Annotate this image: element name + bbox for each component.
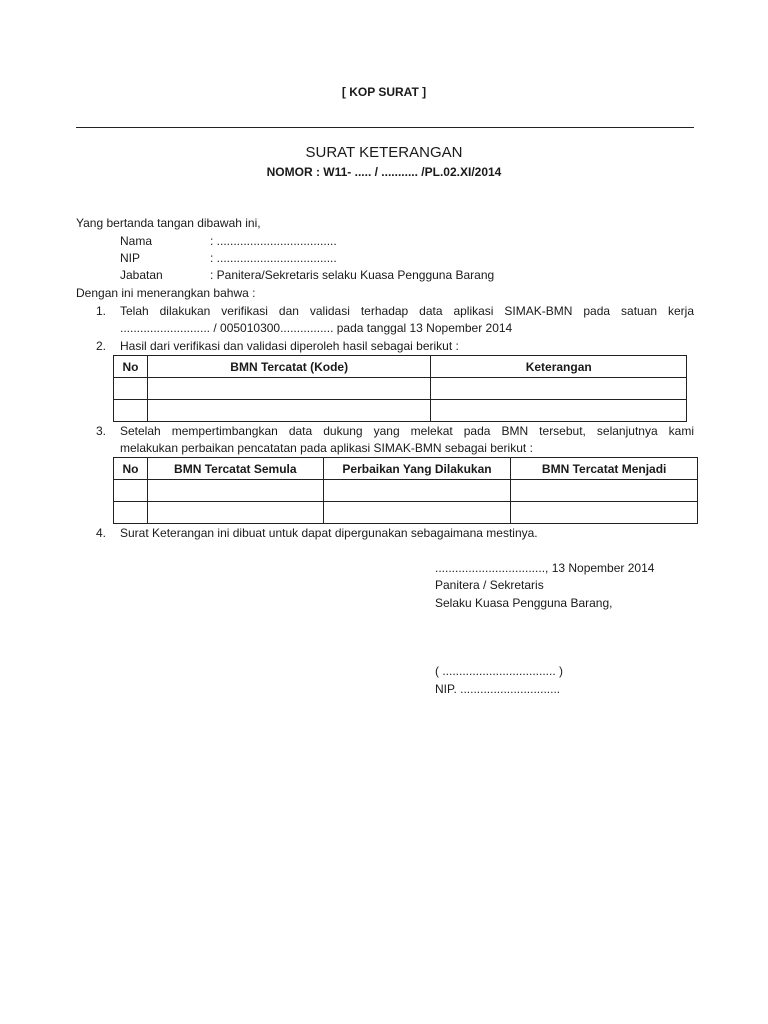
column-header-no: No [114, 356, 148, 378]
item-text: Setelah mempertimbangkan data dukung yang melekat pada BMN tersebut, selanjutnya kami [120, 424, 694, 438]
verification-table [113, 355, 687, 422]
item-number: 3. [96, 424, 107, 438]
column-header-remarks: Keterangan [431, 356, 687, 378]
column-header-bmn-result: BMN Tercatat Menjadi [511, 458, 698, 480]
table-cell [511, 480, 698, 502]
table-cell [114, 378, 148, 400]
identity-label-name: Nama [120, 234, 153, 248]
statement-text: Dengan ini menerangkan bahwa : [76, 286, 256, 300]
table-row [114, 400, 687, 422]
table-header-row [114, 458, 698, 480]
item-text: Telah dilakukan verifikasi dan validasi terhadap data aplikasi SIMAK-BMN pada satuan kerja [120, 304, 694, 318]
document-number: NOMOR : W11- ..... / ........... /PL.02.XI/2014 [266, 165, 502, 179]
table-row [114, 378, 687, 400]
item-text: Surat Keterangan ini dibuat untuk dapat dipergunakan sebagaimana mestinya. [120, 526, 538, 540]
signature-nip: NIP. .............................. [435, 682, 561, 696]
header-divider [76, 127, 694, 128]
table-cell [147, 480, 323, 502]
item-text-continuation: melakukan perbaikan pencatatan pada aplikasi SIMAK-BMN sebagai berikut : [120, 441, 533, 455]
correction-table [113, 457, 698, 524]
document-title: SURAT KETERANGAN [305, 144, 463, 161]
identity-value-name: : .................................... [210, 234, 337, 248]
table-cell [323, 502, 511, 524]
column-header-bmn-original: BMN Tercatat Semula [147, 458, 323, 480]
item-text-continuation: ........................... / 005010300................ pada tanggal 13 Nopember 2014 [120, 321, 513, 335]
identity-value-nip: : .................................... [210, 251, 337, 265]
column-header-bmn-code: BMN Tercatat (Kode) [147, 356, 430, 378]
table-cell [147, 400, 430, 422]
table-cell [114, 400, 148, 422]
signature-place-date: ................................., 13 Nopember 2014 [435, 561, 655, 575]
signature-role-detail: Selaku Kuasa Pengguna Barang, [435, 596, 613, 610]
table-row [114, 502, 698, 524]
item-number: 1. [96, 304, 107, 318]
column-header-correction: Perbaikan Yang Dilakukan [323, 458, 511, 480]
intro-text: Yang bertanda tangan dibawah ini, [76, 216, 261, 230]
item-number: 4. [96, 526, 107, 540]
identity-label-nip: NIP [120, 251, 141, 265]
identity-label-position: Jabatan [120, 268, 163, 282]
table-cell [114, 480, 148, 502]
table-cell [511, 502, 698, 524]
table-cell [147, 378, 430, 400]
item-text: Hasil dari verifikasi dan validasi diperoleh hasil sebagai berikut : [120, 339, 459, 353]
table-cell [431, 400, 687, 422]
letterhead: [ KOP SURAT ] [341, 85, 427, 99]
identity-value-position: : Panitera/Sekretaris selaku Kuasa Pengguna Barang [210, 268, 495, 282]
table-header-row [114, 356, 687, 378]
signature-role: Panitera / Sekretaris [435, 578, 544, 592]
table-cell [147, 502, 323, 524]
item-number: 2. [96, 339, 107, 353]
table-cell [114, 502, 148, 524]
signature-name-placeholder: ( .................................. ) [435, 664, 564, 678]
column-header-no: No [114, 458, 148, 480]
table-cell [323, 480, 511, 502]
table-row [114, 480, 698, 502]
table-cell [431, 378, 687, 400]
